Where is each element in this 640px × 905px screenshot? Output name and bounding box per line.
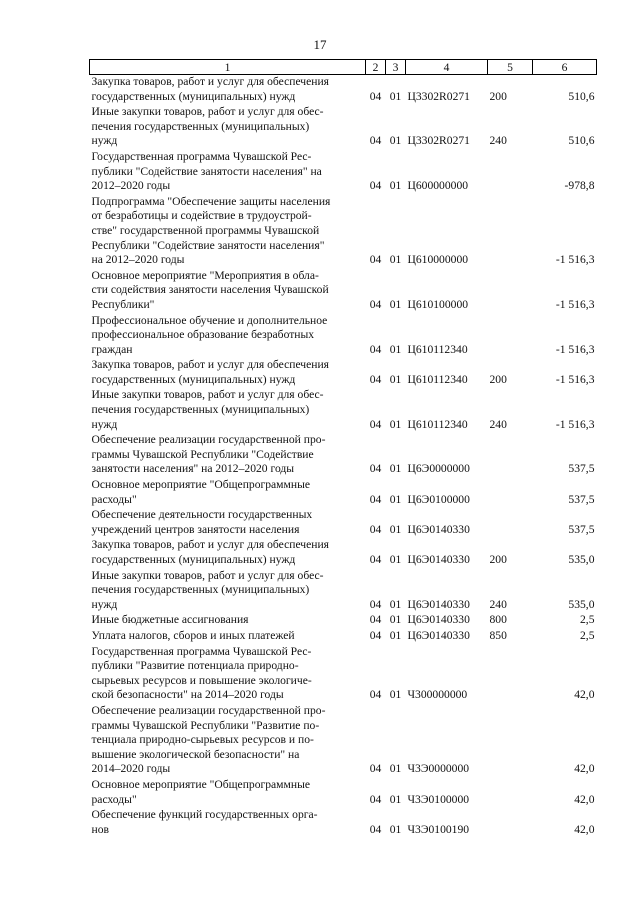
table-row — [90, 508, 597, 538]
row-name-line: печения государственных (муниципальных) — [91, 403, 310, 417]
table-row — [90, 150, 597, 195]
row-expense-type: 800 — [489, 613, 507, 627]
row-name-line: Обеспечение реализации государственной про- — [91, 433, 326, 447]
row-section: 04 — [369, 822, 382, 836]
row-target-code: Ц600000000 — [407, 179, 469, 193]
row-expense-type — [488, 269, 533, 314]
row-section: 04 — [369, 522, 382, 536]
row-name-line: публики "Развитие потенциала природно- — [91, 659, 299, 673]
row-name-line: вышение экологической безопасности" на — [91, 747, 300, 761]
row-subsection: 01 — [389, 179, 402, 193]
row-name-cell — [90, 538, 366, 568]
row-name-cell — [90, 358, 366, 388]
table-header — [90, 60, 597, 75]
table-row — [90, 778, 597, 808]
row-name-line: Основное мероприятие "Мероприятия в обла- — [91, 268, 319, 282]
row-target-code: Ц3302R0271 — [407, 89, 470, 103]
row-amount: -1 516,3 — [555, 297, 595, 311]
table-row — [90, 195, 597, 269]
row-section: 04 — [369, 462, 382, 476]
row-target-code: Ц3302R0271 — [407, 134, 470, 148]
row-amount: 42,0 — [574, 762, 595, 776]
table-row — [90, 613, 597, 629]
row-name-cell — [90, 508, 366, 538]
row-name-line: граждан — [91, 342, 133, 356]
row-name-line: Обеспечение функций государственных орга- — [91, 808, 318, 822]
row-name-line: профессиональное образование безработных — [91, 328, 315, 342]
table-row — [90, 569, 597, 614]
row-amount: -978,8 — [564, 179, 595, 193]
row-name-line: Закупка товаров, работ и услуг для обеспечения — [91, 538, 330, 552]
row-name-line: Профессиональное обучение и дополнительное — [91, 313, 328, 327]
row-section: 04 — [369, 253, 382, 267]
table-row — [90, 538, 597, 568]
row-target-code: Ч3Э0000000 — [407, 762, 470, 776]
budget-table — [89, 59, 597, 838]
table-row — [90, 358, 597, 388]
column-header-target-code: 4 — [406, 60, 488, 75]
row-name-line: нужд — [91, 417, 118, 431]
row-subsection: 01 — [389, 597, 402, 611]
row-expense-type: 240 — [489, 417, 507, 431]
row-expense-type: 240 — [489, 597, 507, 611]
row-subsection: 01 — [389, 417, 402, 431]
row-name-line: занятости населения" на 2012–2020 годы — [91, 462, 295, 476]
row-expense-type: 240 — [489, 134, 507, 148]
table-row — [90, 269, 597, 314]
table-row — [90, 629, 597, 645]
row-amount: 42,0 — [574, 792, 595, 806]
table-row — [90, 433, 597, 478]
row-subsection: 01 — [389, 372, 402, 386]
row-subsection: 01 — [389, 492, 402, 506]
row-expense-type: 850 — [489, 628, 507, 642]
column-header-amount: 6 — [533, 60, 597, 75]
row-amount: -1 516,3 — [555, 372, 595, 386]
row-name-line: Государственная программа Чувашской Рес- — [91, 644, 312, 658]
row-subsection: 01 — [389, 522, 402, 536]
row-name-cell — [90, 150, 366, 195]
row-subsection: 01 — [389, 688, 402, 702]
row-amount: 510,6 — [568, 134, 595, 148]
row-target-code: Ц610112340 — [407, 342, 468, 356]
row-section: 04 — [369, 597, 382, 611]
row-section: 04 — [369, 372, 382, 386]
row-name-line: государственных (муниципальных) нужд — [91, 372, 296, 386]
row-target-code: Ч300000000 — [407, 688, 468, 702]
row-subsection: 01 — [389, 134, 402, 148]
row-name-line: Уплата налогов, сборов и иных платежей — [91, 628, 295, 642]
row-name-cell — [90, 269, 366, 314]
row-name-cell — [90, 613, 366, 629]
row-name-line: Обеспечение деятельности государственных — [91, 508, 313, 522]
row-name-line: тенциала природно-сырьевых ресурсов и по- — [91, 733, 314, 747]
row-amount: 537,5 — [568, 522, 595, 536]
row-subsection: 01 — [389, 613, 402, 627]
row-name-line: Закупка товаров, работ и услуг для обеспечения — [91, 358, 330, 372]
row-name-cell — [90, 388, 366, 433]
row-name-line: от безработицы и содействие в трудоустрой- — [91, 209, 312, 223]
row-name-cell — [90, 629, 366, 645]
row-name-line: Обеспечение реализации государственной про- — [91, 703, 326, 717]
row-amount: 42,0 — [574, 822, 595, 836]
row-subsection: 01 — [389, 628, 402, 642]
row-section: 04 — [369, 179, 382, 193]
row-target-code: Ц610112340 — [407, 417, 468, 431]
row-amount: 537,5 — [568, 492, 595, 506]
row-name-cell — [90, 195, 366, 269]
row-section: 04 — [369, 628, 382, 642]
row-section: 04 — [369, 89, 382, 103]
page-number: 17 — [313, 37, 327, 52]
row-name-cell — [90, 569, 366, 614]
column-header-subsection: 3 — [386, 60, 406, 75]
row-subsection: 01 — [389, 342, 402, 356]
table-row — [90, 388, 597, 433]
row-expense-type: 200 — [489, 89, 507, 103]
row-amount: -1 516,3 — [555, 253, 595, 267]
row-name-line: 2012–2020 годы — [91, 179, 171, 193]
table-body — [90, 75, 597, 839]
row-name-cell — [90, 314, 366, 359]
row-name-cell — [90, 433, 366, 478]
row-expense-type — [488, 778, 533, 808]
table-row — [90, 314, 597, 359]
row-name-line: Основное мероприятие "Общепрограммные — [91, 478, 310, 492]
row-name-line: сырьевых ресурсов и повышение экологиче- — [91, 673, 312, 687]
row-section: 04 — [369, 492, 382, 506]
row-name-line: на 2012–2020 годы — [91, 253, 185, 267]
row-section: 04 — [369, 342, 382, 356]
row-name-line: печения государственных (муниципальных) — [91, 119, 310, 133]
row-name-line: ской безопасности" на 2014–2020 годы — [91, 688, 284, 702]
row-amount: 2,5 — [580, 613, 595, 627]
table-row — [90, 478, 597, 508]
row-name-line: Иные закупки товаров, работ и услуг для обес- — [91, 105, 324, 119]
row-amount: 535,0 — [568, 597, 595, 611]
row-section: 04 — [369, 762, 382, 776]
row-name-line: стве" государственной программы Чувашской — [91, 223, 320, 237]
row-target-code: Ц610000000 — [407, 253, 469, 267]
row-name-line: граммы Чувашской Республики "Содействие — [91, 447, 314, 461]
row-subsection: 01 — [389, 297, 402, 311]
row-amount: 535,0 — [568, 553, 595, 566]
row-expense-type — [488, 478, 533, 508]
row-name-line: Республики" — [91, 297, 155, 311]
row-name-line: Основное мероприятие "Общепрограммные — [91, 777, 310, 791]
row-name-cell — [90, 808, 366, 838]
row-amount: -1 516,3 — [555, 417, 595, 431]
row-target-code: Ц6Э0140330 — [407, 613, 470, 627]
row-name-line: государственных (муниципальных) нужд — [91, 553, 296, 566]
row-section: 04 — [369, 792, 382, 806]
row-name-line: Иные закупки товаров, работ и услуг для обес- — [91, 388, 324, 402]
row-name-line: нужд — [91, 597, 118, 611]
row-expense-type — [488, 704, 533, 778]
row-subsection: 01 — [389, 89, 402, 103]
row-name-line: расходы" — [91, 492, 137, 506]
row-name-cell — [90, 75, 366, 106]
row-target-code: Ц610112340 — [407, 372, 468, 386]
row-amount: 537,5 — [568, 462, 595, 476]
row-name-line: 2014–2020 годы — [91, 762, 171, 776]
row-target-code: Ц6Э0000000 — [407, 462, 470, 476]
row-section: 04 — [369, 613, 382, 627]
row-expense-type — [488, 508, 533, 538]
row-name-line: сти содействия занятости населения Чувашской — [91, 283, 329, 297]
row-target-code: Ц6Э0140330 — [407, 597, 470, 611]
row-expense-type: 200 — [489, 372, 507, 386]
row-name-line: Государственная программа Чувашской Рес- — [91, 149, 312, 163]
row-section: 04 — [369, 297, 382, 311]
row-name-cell — [90, 704, 366, 778]
row-name-line: граммы Чувашской Республики "Развитие по- — [91, 718, 320, 732]
row-name-line: нужд — [91, 134, 118, 148]
row-name-line: расходы" — [91, 792, 137, 806]
row-name-cell — [90, 478, 366, 508]
row-expense-type — [488, 433, 533, 478]
row-name-line: печения государственных (муниципальных) — [91, 583, 310, 597]
table-row — [90, 704, 597, 778]
row-subsection: 01 — [389, 762, 402, 776]
row-expense-type — [488, 645, 533, 704]
row-name-line: нов — [91, 822, 109, 836]
row-name-cell — [90, 645, 366, 704]
table-row — [90, 808, 597, 838]
row-name-line: Подпрограмма "Обеспечение защиты населения — [91, 194, 331, 208]
row-name-line: Закупка товаров, работ и услуг для обеспечения — [91, 75, 330, 88]
row-subsection: 01 — [389, 253, 402, 267]
header-row — [90, 60, 597, 75]
row-target-code: Ч3Э0100190 — [407, 822, 470, 836]
column-header-section: 2 — [366, 60, 386, 75]
column-header-name: 1 — [90, 60, 366, 75]
row-section: 04 — [369, 417, 382, 431]
row-name-line: публики "Содействие занятости населения" на — [91, 164, 322, 178]
row-amount: 2,5 — [580, 628, 595, 642]
row-subsection: 01 — [389, 822, 402, 836]
row-target-code: Ц6Э0140330 — [407, 522, 470, 536]
table-row — [90, 645, 597, 704]
row-target-code: Ц6Э0100000 — [407, 492, 470, 506]
row-name-line: учреждений центров занятости населения — [91, 522, 300, 536]
row-name-cell — [90, 105, 366, 150]
row-target-code: Ц6Э0140330 — [407, 553, 470, 566]
table-row — [90, 75, 597, 106]
row-name-line: Иные бюджетные ассигнования — [91, 613, 249, 627]
row-expense-type — [488, 150, 533, 195]
row-subsection: 01 — [389, 553, 402, 566]
row-amount: -1 516,3 — [555, 342, 595, 356]
row-name-line: Иные закупки товаров, работ и услуг для обес- — [91, 568, 324, 582]
row-expense-type: 200 — [489, 553, 507, 566]
row-expense-type — [488, 195, 533, 269]
table-row — [90, 105, 597, 150]
row-target-code: Ч3Э0100000 — [407, 792, 470, 806]
column-header-expense-type: 5 — [488, 60, 533, 75]
row-name-line: государственных (муниципальных) нужд — [91, 89, 296, 103]
row-subsection: 01 — [389, 792, 402, 806]
row-amount: 510,6 — [568, 89, 595, 103]
row-amount: 42,0 — [574, 688, 595, 702]
row-section: 04 — [369, 553, 382, 566]
row-name-line: Республики "Содействие занятости населения" — [91, 238, 325, 252]
row-section: 04 — [369, 688, 382, 702]
row-target-code: Ц610100000 — [407, 297, 469, 311]
row-name-cell — [90, 778, 366, 808]
row-section: 04 — [369, 134, 382, 148]
row-target-code: Ц6Э0140330 — [407, 628, 470, 642]
row-expense-type — [488, 808, 533, 838]
row-expense-type — [488, 314, 533, 359]
row-subsection: 01 — [389, 462, 402, 476]
